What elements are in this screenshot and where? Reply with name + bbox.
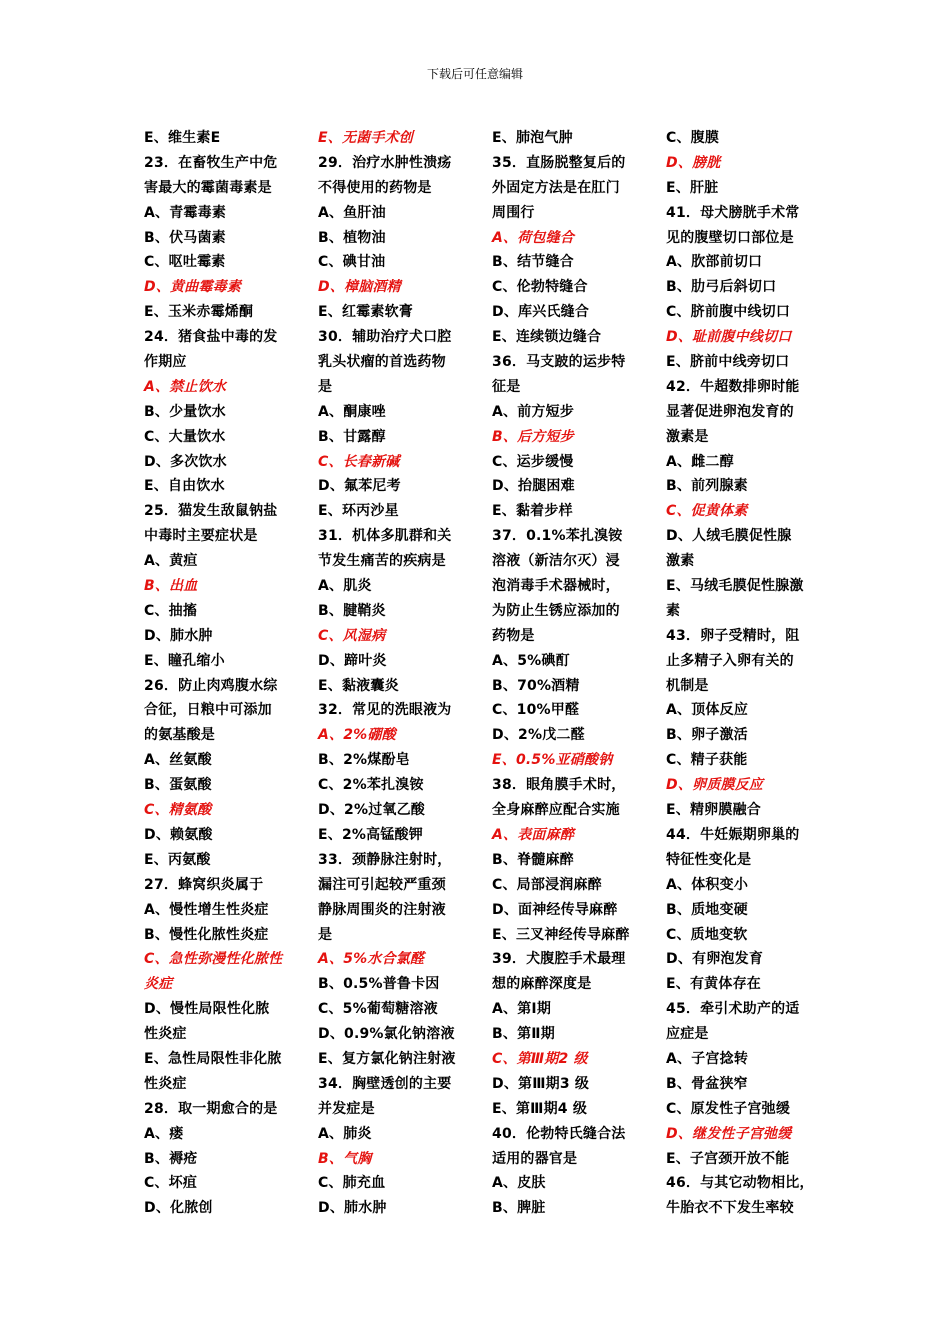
- question-text-line: 征是: [492, 378, 521, 395]
- question-text-line: B、第Ⅱ期: [492, 1026, 555, 1043]
- answer-option-line: 炎症: [144, 976, 173, 993]
- answer-option-line: D、卵质膜反应: [666, 777, 764, 794]
- question-text-line: C、脐前腹中线切口: [666, 304, 791, 321]
- question-text-line: 周围行: [492, 204, 535, 221]
- question-text-line: B、质地变硬: [666, 901, 748, 918]
- question-text-line: E、肺泡气肿: [492, 130, 573, 146]
- question-text-line: 激素: [666, 553, 695, 570]
- question-text-line: D、有卵泡发育: [666, 951, 764, 968]
- question-text-line: D、0.9%氯化钠溶液: [318, 1026, 455, 1043]
- question-text-line: 牛胎衣不下发生率较: [666, 1200, 794, 1217]
- question-text-line: B、慢性化脓性炎症: [144, 926, 269, 943]
- question-column-4: [666, 126, 818, 1221]
- question-text-line: 特征性变化是: [666, 851, 752, 868]
- question-text-line: A、体积变小: [666, 876, 749, 893]
- question-text-line: C、呕吐霉素: [144, 254, 226, 271]
- question-text-line: E、三叉神经传导麻醉: [492, 926, 630, 943]
- question-text-line: 药物是: [492, 627, 535, 644]
- question-text-line: 为防止生锈应添加的: [492, 602, 620, 619]
- question-text-line: A、肺炎: [318, 1125, 372, 1142]
- question-text-line: B、伏马菌素: [144, 229, 226, 246]
- answer-option-line: A、荷包缝合: [492, 229, 575, 246]
- question-text-line: A、第Ⅰ期: [492, 1001, 552, 1018]
- answer-option-line: D、樟脑酒精: [318, 279, 401, 296]
- question-text-line: E、黏液囊炎: [318, 677, 399, 694]
- answer-option-line: A、5%水合氯醛: [318, 951, 425, 968]
- question-text-line: C、精子获能: [666, 752, 748, 769]
- question-text-line: E、红霉素软膏: [318, 304, 413, 321]
- question-text-line: D、氟苯尼考: [318, 478, 401, 495]
- question-text-line: D、赖氨酸: [144, 826, 213, 843]
- question-text-line: B、植物油: [318, 229, 386, 246]
- question-text-line: 36．马支跛的运步特: [492, 354, 626, 371]
- answer-option-line: D、黄曲霉毒素: [144, 279, 242, 296]
- answer-option-line: A、禁止饮水: [144, 378, 227, 395]
- question-column-2: [318, 126, 470, 1221]
- question-text-line: B、脊髓麻醉: [492, 851, 574, 868]
- answer-option-line: A、表面麻醉: [492, 826, 575, 843]
- question-text-line: B、腱鞘炎: [318, 602, 386, 619]
- answer-option-line: B、后方短步: [492, 428, 574, 445]
- question-text-line: B、少量饮水: [144, 403, 226, 420]
- question-text-line: B、70%酒精: [492, 677, 580, 694]
- question-column-3: [492, 126, 644, 1221]
- question-text-line: B、0.5%普鲁卡因: [318, 976, 440, 993]
- question-text-line: E、精卵膜融合: [666, 802, 761, 819]
- question-text-line: C、坏疽: [144, 1175, 198, 1192]
- question-text-line: E、肝脏: [666, 179, 719, 196]
- question-text-line: 漏注可引起较严重颈: [318, 876, 446, 893]
- question-text-line: D、2%过氧乙酸: [318, 802, 425, 819]
- question-text-line: C、腹膜: [666, 130, 720, 146]
- question-text-line: 静脉周围炎的注射液: [318, 901, 446, 918]
- question-text-line: 见的腹壁切口部位是: [666, 229, 794, 246]
- answer-option-line: C、促黄体素: [666, 503, 748, 520]
- question-text-line: D、抬腿困难: [492, 478, 575, 495]
- question-text-line: E、马绒毛膜促性腺激: [666, 578, 804, 595]
- question-text-line: D、肺水肿: [318, 1200, 387, 1217]
- question-text-line: A、肌炎: [318, 578, 372, 595]
- question-text-line: 性炎症: [144, 1075, 187, 1092]
- question-text-line: 38．眼角膜手术时，: [492, 777, 626, 794]
- question-text-line: A、瘘: [144, 1125, 184, 1142]
- question-text-line: 32．常见的洗眼液为: [318, 702, 452, 719]
- answer-option-line: C、第Ⅲ期2 级: [492, 1050, 588, 1067]
- answer-option-line: C、精氨酸: [144, 802, 212, 819]
- question-text-line: 中毒时主要症状是: [144, 528, 258, 545]
- question-text-line: 41．母犬膀胱手术常: [666, 204, 800, 221]
- question-text-line: B、褥疮: [144, 1150, 198, 1167]
- question-text-line: C、伦勃特缝合: [492, 279, 588, 296]
- question-text-line: 25．猫发生敌鼠钠盐: [144, 503, 278, 520]
- question-text-line: D、多次饮水: [144, 453, 227, 470]
- question-text-line: 43．卵子受精时，阻: [666, 627, 800, 644]
- question-text-line: 全身麻醉应配合实施: [492, 802, 620, 819]
- answer-option-line: E、0.5%亚硝酸钠: [492, 752, 613, 769]
- question-text-line: 35．直肠脱整复后的: [492, 154, 626, 171]
- question-text-line: 显著促进卵泡发育的: [666, 403, 794, 420]
- question-text-line: 的氨基酸是: [144, 727, 215, 744]
- question-text-line: 作期应: [144, 354, 187, 371]
- question-text-line: E、瞳孔缩小: [144, 652, 225, 669]
- question-text-line: 45．牵引术助产的适: [666, 1001, 800, 1018]
- question-text-line: 33．颈静脉注射时，: [318, 851, 452, 868]
- question-text-line: C、5%葡萄糖溶液: [318, 1001, 438, 1018]
- question-text-line: 溶液（新洁尔灭）浸: [492, 553, 620, 570]
- question-text-line: 是: [318, 378, 333, 395]
- question-text-line: C、肺充血: [318, 1175, 386, 1192]
- question-text-line: 37．0.1%苯扎溴铵: [492, 528, 623, 545]
- question-text-line: A、丝氨酸: [144, 752, 212, 769]
- answer-option-line: C、长春新碱: [318, 453, 400, 470]
- answer-option-line: C、风湿病: [318, 627, 386, 644]
- question-text-line: 素: [666, 602, 681, 619]
- question-text-line: A、前方短步: [492, 403, 575, 420]
- answer-option-line: D、继发性子宫弛缓: [666, 1125, 792, 1142]
- question-text-line: B、2%煤酚皂: [318, 752, 410, 769]
- question-text-line: E、2%高锰酸钾: [318, 826, 423, 843]
- question-text-line: C、局部浸润麻醉: [492, 876, 602, 893]
- question-text-line: 想的麻醉深度是: [492, 976, 592, 993]
- question-text-line: 泡消毒手术器械时，: [492, 578, 620, 595]
- question-text-line: E、急性局限性非化脓: [144, 1050, 282, 1067]
- answer-option-line: B、出血: [144, 578, 198, 595]
- question-text-line: C、运步缓慢: [492, 453, 574, 470]
- question-text-line: D、人绒毛膜促性腺: [666, 528, 792, 545]
- question-text-line: E、有黄体存在: [666, 976, 761, 993]
- question-text-line: 节发生痛苦的疾病是: [318, 553, 446, 570]
- question-text-line: 不得使用的药物是: [318, 179, 432, 196]
- question-text-line: B、脾脏: [492, 1200, 546, 1217]
- question-text-line: D、面神经传导麻醉: [492, 901, 618, 918]
- question-text-line: 害最大的霉菌毒素是: [144, 179, 272, 196]
- question-text-line: C、碘甘油: [318, 254, 386, 271]
- question-text-line: 31．机体多肌群和关: [318, 528, 452, 545]
- question-text-line: 并发症是: [318, 1100, 375, 1117]
- question-text-line: D、蹄叶炎: [318, 652, 387, 669]
- question-text-line: E、丙氨酸: [144, 851, 211, 868]
- question-text-line: 39．犬腹腔手术最理: [492, 951, 626, 968]
- question-text-line: 29．治疗水肿性溃疡: [318, 154, 452, 171]
- question-text-line: 机制是: [666, 677, 709, 694]
- question-text-line: E、第Ⅲ期4 级: [492, 1100, 588, 1117]
- question-text-line: D、库兴氏缝合: [492, 304, 590, 321]
- question-text-line: 是: [318, 926, 333, 943]
- question-text-line: B、卵子激活: [666, 727, 748, 744]
- question-text-line: A、黄疸: [144, 553, 198, 570]
- question-text-line: 27．蜂窝织炎属于: [144, 876, 264, 893]
- question-text-line: 34．胸壁透创的主要: [318, 1075, 452, 1092]
- question-text-line: A、鱼肝油: [318, 204, 386, 221]
- question-text-line: A、子宫捻转: [666, 1050, 749, 1067]
- question-text-line: D、2%戊二醛: [492, 727, 585, 744]
- question-text-line: 外固定方法是在肛门: [492, 179, 620, 196]
- question-text-line: 合征，日粮中可添加: [144, 702, 272, 719]
- answer-option-line: D、膀胱: [666, 154, 721, 171]
- answer-option-line: A、2%硼酸: [318, 727, 396, 744]
- question-text-line: C、10%甲醛: [492, 702, 580, 719]
- question-text-line: 44．牛妊娠期卵巢的: [666, 826, 800, 843]
- question-text-line: A、慢性增生性炎症: [144, 901, 269, 918]
- question-text-line: C、质地变软: [666, 926, 748, 943]
- question-text-line: B、前列腺素: [666, 478, 748, 495]
- question-text-line: 46．与其它动物相比，: [666, 1175, 814, 1192]
- question-text-line: E、脐前中线旁切口: [666, 354, 790, 371]
- question-text-line: C、2%苯扎溴铵: [318, 777, 424, 794]
- page-header: 下载后可任意编辑: [426, 67, 523, 81]
- question-text-line: C、原发性子宫弛缓: [666, 1100, 791, 1117]
- question-text-line: 40．伦勃特氏缝合法: [492, 1125, 626, 1142]
- question-text-line: 乳头状瘤的首选药物: [318, 354, 446, 371]
- question-text-line: 42．牛超数排卵时能: [666, 378, 800, 395]
- question-text-line: D、化脓创: [144, 1200, 213, 1217]
- answer-option-line: C、急性弥漫性化脓性: [144, 951, 283, 968]
- answer-option-line: D、耻前腹中线切口: [666, 329, 792, 346]
- question-text-line: D、肺水肿: [144, 627, 213, 644]
- question-text-line: D、第Ⅲ期3 级: [492, 1075, 590, 1092]
- answer-option-line: B、气胸: [318, 1150, 372, 1167]
- question-text-line: B、结节缝合: [492, 254, 574, 271]
- question-text-line: A、青霉毒素: [144, 204, 227, 221]
- question-text-line: 26．防止肉鸡腹水综: [144, 677, 278, 694]
- question-text-line: C、大量饮水: [144, 428, 226, 445]
- question-text-line: A、雌二醇: [666, 453, 734, 470]
- question-text-line: 23．在畜牧生产中危: [144, 154, 278, 171]
- question-text-line: 30．辅助治疗犬口腔: [318, 329, 452, 346]
- question-text-line: C、抽搐: [144, 602, 198, 619]
- question-text-line: E、维生素E: [144, 130, 221, 146]
- question-text-line: E、连续锁边缝合: [492, 329, 602, 346]
- question-column-1: [144, 126, 296, 1221]
- question-text-line: B、骨盆狭窄: [666, 1075, 748, 1092]
- question-text-line: E、玉米赤霉烯酮: [144, 304, 254, 321]
- question-text-line: 激素是: [666, 428, 709, 445]
- question-text-line: E、环丙沙星: [318, 503, 399, 520]
- question-text-line: 适用的器官是: [492, 1150, 578, 1167]
- question-text-line: A、5%碘酊: [492, 652, 570, 669]
- question-text-line: B、蛋氨酸: [144, 777, 212, 794]
- answer-option-line: E、无菌手术创: [318, 130, 413, 146]
- question-text-line: 止多精子入卵有关的: [666, 652, 794, 669]
- question-text-line: A、皮肤: [492, 1175, 546, 1192]
- question-text-line: A、顶体反应: [666, 702, 749, 719]
- question-text-line: 28．取一期愈合的是: [144, 1100, 278, 1117]
- question-text-line: 应症是: [666, 1026, 709, 1043]
- question-text-line: 24．猪食盐中毒的发: [144, 329, 278, 346]
- question-text-line: E、自由饮水: [144, 478, 225, 495]
- question-text-line: B、肋弓后斜切口: [666, 279, 777, 296]
- question-text-line: A、肷部前切口: [666, 254, 763, 271]
- question-text-line: B、甘露醇: [318, 428, 386, 445]
- question-text-line: E、复方氯化钠注射液: [318, 1050, 456, 1067]
- question-text-line: E、黏着步样: [492, 503, 573, 520]
- question-text-line: 性炎症: [144, 1026, 187, 1043]
- question-text-line: A、酮康唑: [318, 403, 386, 420]
- question-text-line: D、慢性局限性化脓: [144, 1001, 270, 1018]
- question-text-line: E、子宫颈开放不能: [666, 1150, 790, 1167]
